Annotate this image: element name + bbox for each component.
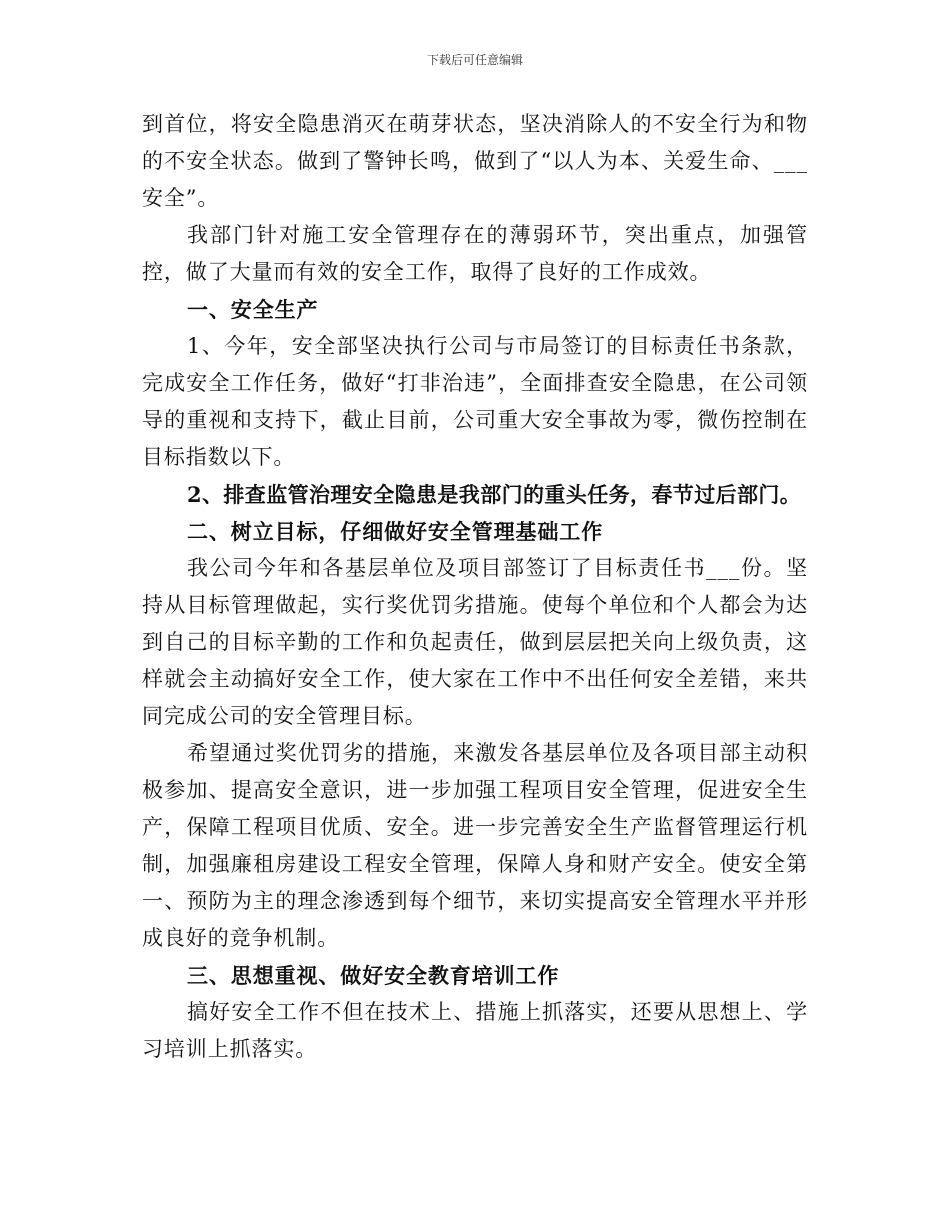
paragraph-safety-production: 1、今年，安全部坚决执行公司与市局签订的目标责任书条款，完成安全工作任务，做好“打非治违”，全面排查安全隐患，在公司领导的重视和支持下，截止目前，公司重大安全事故为零，微伤控制在目标指数以下。 (142, 334, 808, 469)
section-heading-safety-production: 一、安全生产 (187, 297, 319, 322)
section-heading-training: 三、思想重视、做好安全教育培训工作 (187, 963, 560, 988)
paragraph-goal-management: 我公司今年和各基层单位及项目部签订了目标责任书___份。坚持从目标管理做起，实行奖优罚劣措施。使每个单位和个人都会为达到自己的目标辛勤的工作和负起责任，做到层层把关向上级负责，这样就会主动搞好安全工作，使大家在工作中不出任何安全差错，来共同完成公司的安全管理目标。 (142, 556, 808, 728)
paragraph-incentives: 希望通过奖优罚劣的措施，来激发各基层单位及各项目部主动积极参加、提高安全意识，进一步加强工程项目安全管理，促进安全生产，保障工程项目优质、安全。进一步完善安全生产监督管理运行机制，加强廉租房建设工程安全管理，保障人身和财产安全。使安全第一、预防为主的理念渗透到每个细节，来切实提高安全管理水平并形成良好的竞争机制。 (142, 741, 808, 950)
paragraph-intro: 我部门针对施工安全管理存在的薄弱环节，突出重点，加强管控，做了大量而有效的安全工作，取得了良好的工作成效。 (142, 223, 808, 284)
document-body (142, 106, 808, 1068)
section-heading-set-goals: 二、树立目标，仔细做好安全管理基础工作 (187, 519, 604, 544)
page-header: 下载后可任意编辑 (426, 53, 523, 67)
bold-statement-hazard-inspection: 2、排查监管治理安全隐患是我部门的重头任务，春节过后部门。 (187, 482, 802, 507)
paragraph-training: 搞好安全工作不但在技术上、措施上抓落实，还要从思想上、学习培训上抓落实。 (142, 1000, 808, 1061)
paragraph-continuation: 到首位，将安全隐患消灭在萌芽状态，坚决消除人的不安全行为和物的不安全状态。做到了警钟长鸣，做到了“以人为本、关爱生命、___安全”。 (142, 112, 808, 210)
